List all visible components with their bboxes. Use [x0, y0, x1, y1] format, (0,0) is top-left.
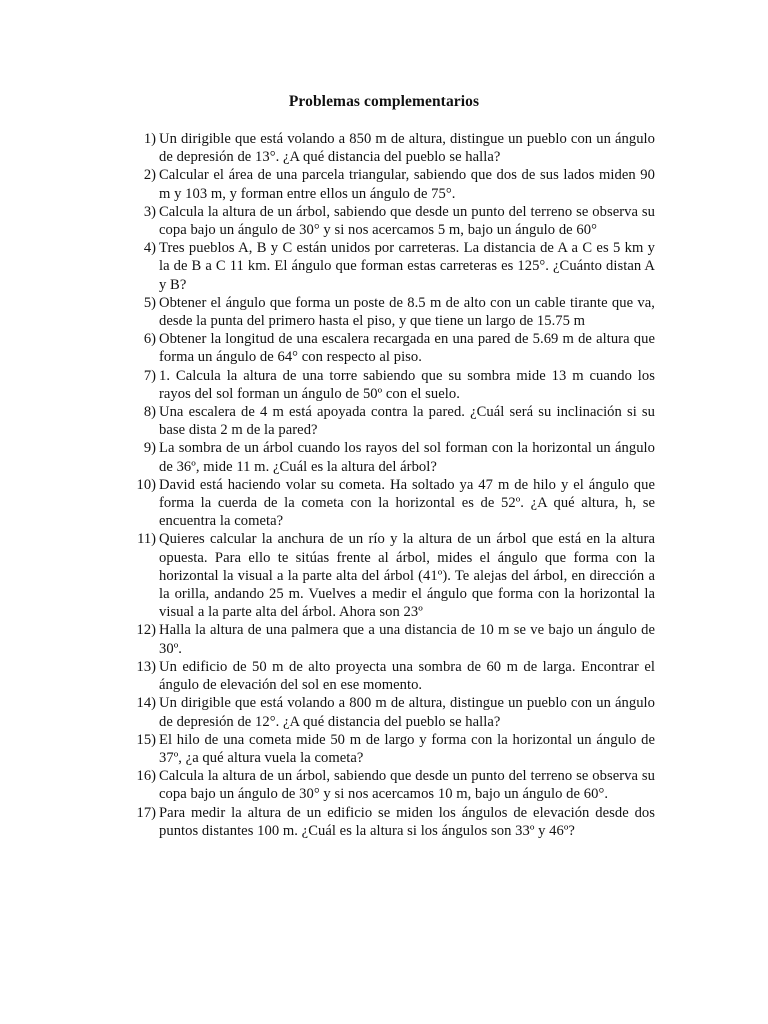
problem-item — [0, 330, 768, 366]
problem-text: Un dirigible que está volando a 800 m de altura, distingue un pueblo con un ángulo de depresión de 12°. ¿A qué distancia del pueblo se halla? — [159, 695, 655, 730]
problem-item — [0, 804, 768, 840]
problem-text: David está haciendo volar su cometa. Ha soltado ya 47 m de hilo y el ángulo que forma la cuerda de la cometa con la horizontal es de 52º. ¿A qué altura, h, se encuentra la cometa? — [159, 476, 655, 530]
problem-number: 10) — [136, 476, 156, 493]
problem-text: Calcula la altura de un árbol, sabiendo que desde un punto del terreno se observa su copa bajo un ángulo de 30° y si nos acercamos 5 m, bajo un ángulo de 60° — [159, 203, 655, 239]
problem-number: 8) — [143, 404, 156, 421]
problem-text: Un dirigible que está volando a 850 m de altura, distingue un pueblo con un ángulo de depresión de 13°. ¿A qué distancia del pueblo se halla? — [159, 131, 655, 166]
problem-item — [0, 239, 768, 294]
problem-item — [0, 203, 768, 239]
problem-text: Una escalera de 4 m está apoyada contra la pared. ¿Cuál será su inclinación si su base dista 2 m de la pared? — [159, 404, 655, 439]
problem-item — [0, 294, 768, 330]
problem-item — [0, 403, 768, 439]
problem-number: 11) — [137, 531, 156, 548]
problem-number: 2) — [143, 167, 156, 184]
problem-item — [0, 367, 768, 403]
problem-text: Calcula la altura de un árbol, sabiendo que desde un punto del terreno se observa su copa bajo un ángulo de 30° y si nos acercamos 10 m, bajo un ángulo de 60°. — [159, 768, 655, 803]
problem-text: Obtener la longitud de una escalera recargada en una pared de 5.69 m de altura que forma un ángulo de 64° con respecto al piso. — [159, 331, 655, 366]
problem-number: 4) — [143, 240, 156, 257]
problem-text: Para medir la altura de un edificio se miden los ángulos de elevación desde dos puntos distantes 100 m. ¿Cuál es la altura si los ángulos son 33º y 46º? — [159, 804, 655, 839]
problem-text: Un edificio de 50 m de alto proyecta una sombra de 60 m de larga. Encontrar el ángulo de elevación del sol en ese momento. — [159, 658, 655, 694]
problem-item — [0, 439, 768, 475]
problem-item — [0, 166, 768, 202]
problem-item — [0, 767, 768, 803]
problem-number: 12) — [136, 622, 156, 639]
problem-text: 1. Calcula la altura de una torre sabiendo que su sombra mide 13 m cuando los rayos del sol forman un ángulo de 50º con el suelo. — [159, 367, 655, 402]
problem-text: Halla la altura de una palmera que a una distancia de 10 m se ve bajo un ángulo de 30º. — [159, 622, 655, 657]
problem-text: Obtener el ángulo que forma un poste de 8.5 m de alto con un cable tirante que va, desde la punta del primero hasta el piso, y que tiene un largo de 15.75 m — [159, 294, 655, 330]
problem-number: 13) — [136, 658, 156, 675]
problem-text: El hilo de una cometa mide 50 m de largo y forma con la horizontal un ángulo de 37º, ¿a qué altura vuela la cometa? — [159, 731, 655, 766]
problem-number: 14) — [136, 695, 156, 712]
problem-list — [0, 130, 768, 840]
problem-number: 17) — [136, 804, 156, 821]
problem-number: 6) — [143, 331, 156, 348]
problem-text: Calcular el área de una parcela triangular, sabiendo que dos de sus lados miden 90 m y 103 m, y forman entre ellos un ángulo de 75°. — [159, 167, 655, 202]
problem-item — [0, 530, 768, 621]
problem-item — [0, 621, 768, 657]
problem-number: 1) — [143, 131, 156, 147]
problem-item — [0, 731, 768, 767]
problem-number: 3) — [143, 203, 156, 220]
problem-number: 15) — [136, 731, 156, 748]
problem-item — [0, 694, 768, 730]
problem-item — [0, 476, 768, 531]
problem-number: 16) — [136, 768, 156, 785]
problem-number: 5) — [143, 294, 156, 311]
problem-item — [0, 130, 768, 166]
problem-text: Quieres calcular la anchura de un río y la altura de un árbol que está en la altura opuesta. Para ello te sitúas frente al árbol, mides el ángulo que forma con la horizontal la visual a la parte alta del árbol (41º). Te alejas del árbol, en dirección a la orilla, andando 25 m. Vuelves a medir el ángulo que forma con la horizontal la visual a la parte alta del árbol. Ahora son 23º — [159, 531, 655, 621]
problem-number: 7) — [143, 367, 156, 384]
page-title: Problemas complementarios — [288, 93, 480, 110]
problem-text: La sombra de un árbol cuando los rayos del sol forman con la horizontal un ángulo de 36º, mide 11 m. ¿Cuál es la altura del árbol? — [159, 440, 655, 475]
problem-item — [0, 658, 768, 694]
problem-number: 9) — [143, 440, 156, 457]
problem-text: Tres pueblos A, B y C están unidos por carreteras. La distancia de A a C es 5 km y la de B a C 11 km. El ángulo que forman estas carreteras es 125°. ¿Cuánto distan A y B? — [159, 240, 655, 293]
